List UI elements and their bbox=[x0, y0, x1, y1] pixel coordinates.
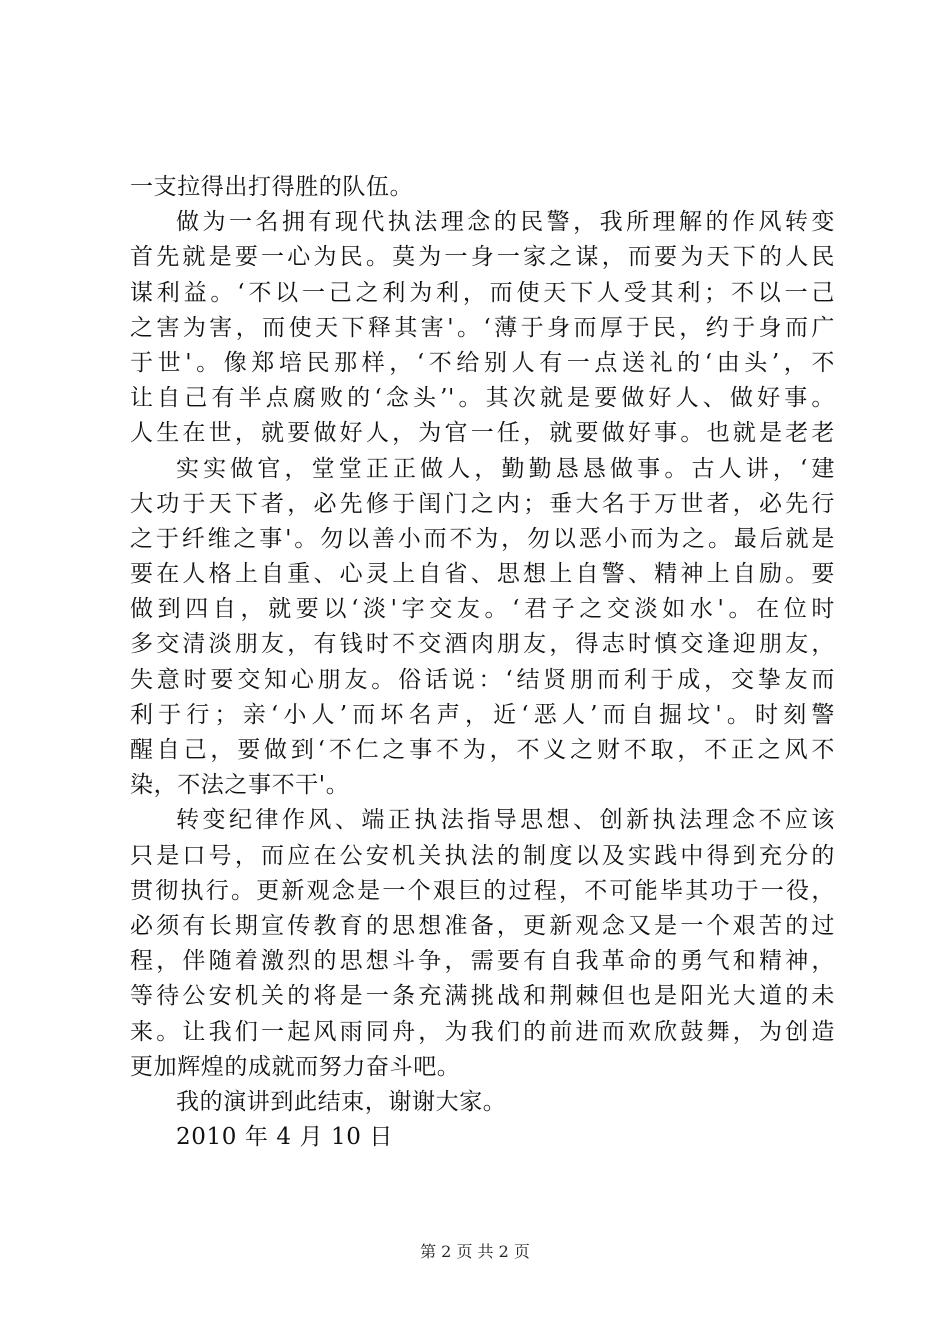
text-line: 大功于天下者，必先修于闺门之内；垂大名于万世者，必先行 bbox=[130, 490, 835, 517]
text-line: 只是口号，而应在公安机关执法的制度以及实践中得到充分的 bbox=[130, 842, 835, 869]
text-line: 贯彻执行。更新观念是一个艰巨的过程，不可能毕其功于一役， bbox=[130, 877, 835, 904]
text-line: 之害为害，而使天下释其害'。‘薄于身而厚于民，约于身而广 bbox=[130, 314, 835, 341]
text-line: 让自己有半点腐败的‘念头’'。其次就是要做好人、做好事。 bbox=[130, 385, 835, 412]
text-line: 要在人格上自重、心灵上自省、思想上自警、精神上自励。要 bbox=[130, 561, 835, 588]
text-line: 做为一名拥有现代执法理念的民警，我所理解的作风转变 bbox=[176, 209, 835, 236]
text-line: 一支拉得出打得胜的队伍。 bbox=[130, 174, 414, 200]
text-line: 多交清淡朋友，有钱时不交酒肉朋友，得志时慎交逢迎朋友， bbox=[130, 631, 835, 658]
text-line: 做到四自，就要以‘淡'字交友。‘君子之交淡如水'。在位时 bbox=[130, 596, 835, 623]
text-line: 实实做官，堂堂正正做人，勤勤恳恳做事。古人讲，‘建 bbox=[176, 455, 835, 482]
text-line: 等待公安机关的将是一条充满挑战和荆棘但也是阳光大道的未 bbox=[130, 983, 835, 1010]
page-number-footer: 第 2 页 共 2 页 bbox=[420, 1242, 530, 1261]
text-line: 失意时要交知心朋友。俗话说：‘结贤朋而利于成，交挚友而 bbox=[130, 666, 835, 693]
text-line: 程，伴随着激烈的思想斗争，需要有自我革命的勇气和精神， bbox=[130, 948, 835, 975]
text-line: 谋利益。‘不以一己之利为利，而使天下人受其利；不以一己 bbox=[130, 279, 835, 306]
date-line: 2010 年 4 月 10 日 bbox=[176, 1124, 393, 1151]
text-line: 来。让我们一起风雨同舟，为我们的前进而欢欣鼓舞，为创造 bbox=[130, 1018, 835, 1045]
text-line: 之于纤维之事'。勿以善小而不为，勿以恶小而为之。最后就是 bbox=[130, 525, 835, 552]
text-line: 必须有长期宣传教育的思想准备，更新观念又是一个艰苦的过 bbox=[130, 912, 835, 939]
speech-body bbox=[130, 170, 835, 1155]
text-line: 首先就是要一心为民。莫为一身一家之谋，而要为天下的人民 bbox=[130, 244, 835, 271]
text-line: 利于行；亲‘小人’而坏名声，近‘恶人’而自掘坟'。时刻警 bbox=[130, 701, 835, 728]
text-line: 醒自己，要做到‘不仁之事不为，不义之财不取，不正之风不 bbox=[130, 737, 835, 763]
text-line: 于世'。像郑培民那样，‘不给别人有一点送礼的‘由头’，不 bbox=[130, 349, 835, 376]
text-line: 染，不法之事不干'。 bbox=[130, 772, 350, 799]
text-line: 更加辉煌的成就而努力奋斗吧。 bbox=[130, 1053, 461, 1080]
closing-line: 我的演讲到此结束，谢谢大家。 bbox=[176, 1088, 507, 1115]
text-line: 人生在世，就要做好人，为官一任，就要做好事。也就是老老 bbox=[130, 420, 835, 447]
text-line: 转变纪律作风、端正执法指导思想、创新执法理念不应该 bbox=[176, 807, 835, 834]
